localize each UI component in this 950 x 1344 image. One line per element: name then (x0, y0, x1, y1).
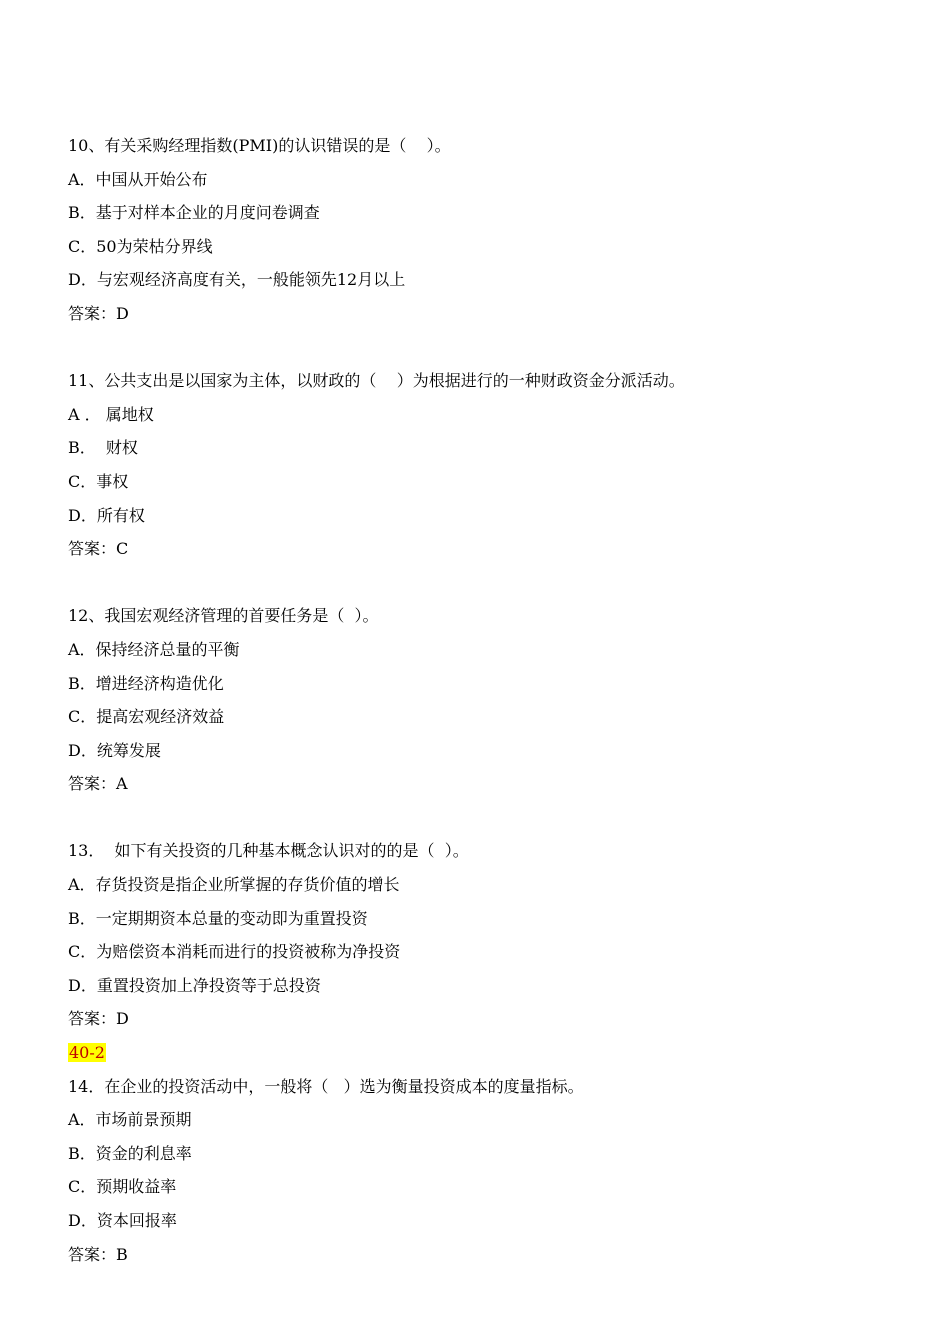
spacer (68, 801, 908, 835)
highlight-marker: 40-2 (69, 1043, 105, 1063)
question-stem: 12、我国宏观经济管理的首要任务是（ ）。 (68, 606, 379, 626)
option-c: C．事权 (68, 471, 129, 491)
spacer (68, 566, 908, 600)
question-stem: 14．在企业的投资活动中，一般将（ ）选为衡量投资成本的度量指标。 (68, 1076, 584, 1096)
question-list (68, 129, 908, 1271)
option-b: B．资金的利息率 (68, 1143, 192, 1163)
option-a: A．保持经济总量的平衡 (68, 639, 240, 659)
option-d: D．所有权 (68, 505, 145, 525)
option-d: D．与宏观经济高度有关，一般能领先12月以上 (68, 270, 406, 290)
option-a: A．存货投资是指企业所掌握的存货价值的增长 (68, 875, 400, 895)
question-stem: 10、有关采购经理指数(PMI)的认识错误的是（ ）。 (68, 136, 451, 155)
option-b: B．基于对样本企业的月度问卷调查 (68, 203, 320, 223)
answer-line: 答案：B (68, 1244, 128, 1264)
option-c: C．为赔偿资本消耗而进行的投资被称为净投资 (68, 942, 401, 962)
spacer (68, 331, 908, 365)
option-a: A．市场前景预期 (68, 1110, 192, 1130)
answer-line: 答案：D (68, 303, 129, 323)
option-b: B．增进经济构造优化 (68, 673, 224, 693)
option-b: B．一定期期资本总量的变动即为重置投资 (68, 908, 368, 928)
option-d: D．统筹发展 (68, 740, 161, 760)
option-c: C．提高宏观经济效益 (68, 707, 225, 727)
highlight-marker-line (68, 1036, 908, 1070)
option-c: C．50为荣枯分界线 (68, 236, 213, 256)
question-stem: 11、公共支出是以国家为主体，以财政的（ ）为根据进行的一种财政资金分派活动。 (68, 371, 685, 391)
answer-line: 答案：A (68, 774, 128, 794)
option-d: D．资本回报率 (68, 1211, 177, 1230)
answer-line: 答案：D (68, 1009, 129, 1029)
option-d: D．重置投资加上净投资等于总投资 (68, 975, 321, 995)
answer-line: 答案：C (68, 539, 129, 559)
option-b: B． 财权 (68, 438, 138, 458)
option-a: A ． 属地权 (68, 404, 154, 424)
option-c: C．预期收益率 (68, 1177, 177, 1197)
question-stem: 13． 如下有关投资的几种基本概念认识对的的是（ ）。 (68, 841, 469, 861)
option-a: A．中国从开始公布 (68, 169, 208, 189)
